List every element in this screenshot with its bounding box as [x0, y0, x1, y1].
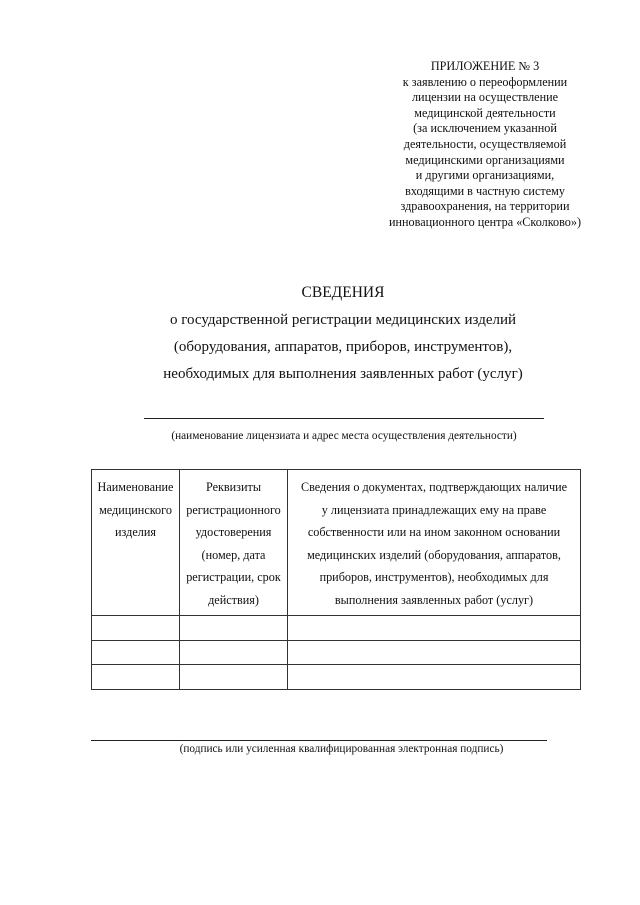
appendix-line: входящими в частную систему	[405, 183, 565, 198]
header-device-name: Наименование медицинского изделия	[92, 470, 180, 616]
appendix-line: (за исключением указанной	[413, 121, 557, 136]
document-title: СВЕДЕНИЯ	[301, 284, 385, 301]
appendix-line: медицинской деятельности	[414, 105, 556, 120]
licensee-caption: (наименование лицензиата и адрес места осуществления деятельности)	[171, 430, 517, 442]
table-cell[interactable]	[288, 665, 581, 690]
appendix-block	[360, 59, 610, 231]
table-cell[interactable]	[92, 665, 180, 690]
subtitle-line-3: необходимых для выполнения заявленных работ (услуг)	[163, 366, 523, 382]
table-row	[92, 665, 581, 690]
appendix-line: ПРИЛОЖЕНИЕ № 3	[430, 59, 540, 73]
devices-table	[91, 469, 581, 690]
appendix-line: лицензии на осуществление	[411, 90, 559, 105]
header-ownership-documents: Сведения о документах, подтверждающих наличие у лицензиата принадлежащих ему на праве собственности или на ином законном основании медицинских изделий (оборудования, аппаратов, приборов, инструментов), необходимых для выполнения заявленных работ (услуг)	[288, 470, 581, 616]
appendix-line: медицинскими организациями	[405, 152, 565, 167]
appendix-line: здравоохранения, на территории	[400, 199, 570, 214]
table-row	[92, 616, 581, 641]
licensee-line	[144, 418, 544, 419]
table-cell[interactable]	[92, 640, 180, 665]
table-cell[interactable]	[288, 616, 581, 641]
table-cell[interactable]	[180, 616, 288, 641]
table-cell[interactable]	[288, 640, 581, 665]
signature-line	[91, 740, 547, 741]
table-cell[interactable]	[92, 616, 180, 641]
appendix-line: деятельности, осуществляемой	[403, 136, 567, 151]
appendix-line: инновационного центра «Сколково»)	[388, 214, 582, 229]
signature-caption: (подпись или усиленная квалифицированная электронная подпись)	[179, 743, 504, 755]
header-registration-details: Реквизиты регистрационного удостоверения (номер, дата регистрации, срок действия)	[180, 470, 288, 616]
table-cell[interactable]	[180, 640, 288, 665]
appendix-line: к заявлению о переоформлении	[402, 74, 568, 89]
table-cell[interactable]	[180, 665, 288, 690]
table-header-row	[92, 470, 581, 616]
table-row	[92, 640, 581, 665]
subtitle-line-2: (оборудования, аппаратов, приборов, инструментов),	[173, 339, 513, 355]
appendix-line: и другими организациями,	[415, 168, 555, 183]
subtitle-line-1: о государственной регистрации медицинских изделий	[169, 312, 517, 328]
